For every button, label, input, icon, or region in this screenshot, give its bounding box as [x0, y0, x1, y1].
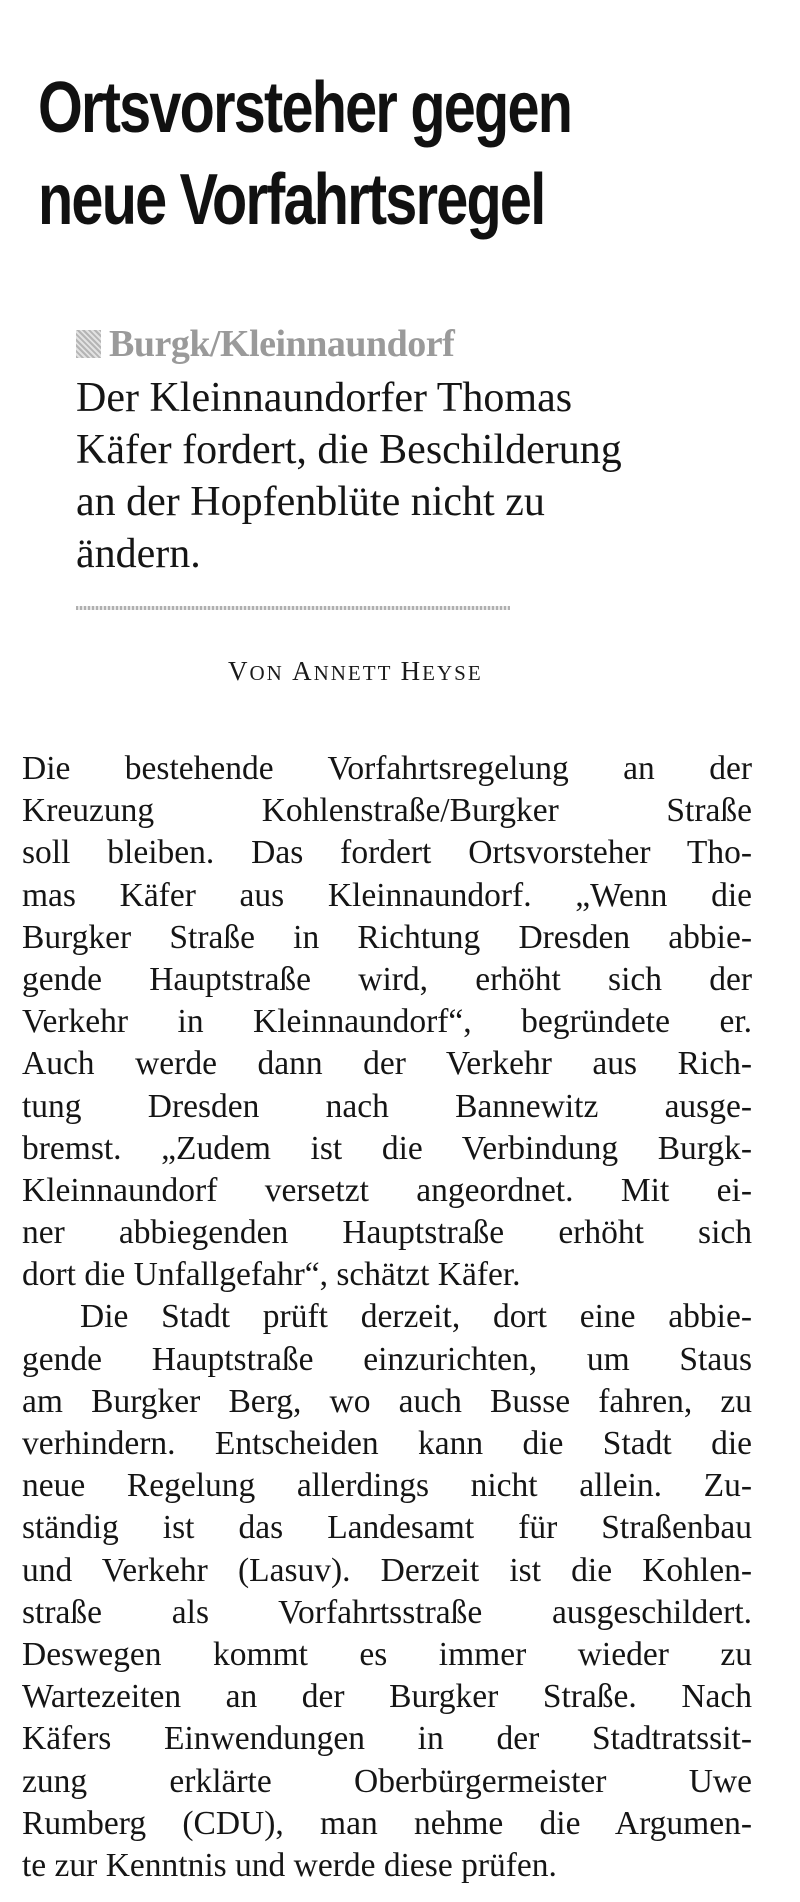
byline-author: ANNETT HEYSE: [292, 656, 483, 686]
body-line: verhindern. Entscheiden kann die Stadt die: [22, 1425, 752, 1462]
byline: [228, 656, 483, 687]
body-line: te zur Kenntnis und werde diese prüfen.: [22, 1846, 557, 1884]
body-line: Die bestehende Vorfahrtsregelung an der: [22, 750, 752, 787]
body-line: ner abbiegenden Hauptstraße erhöht sich: [22, 1214, 752, 1252]
dateline-marker: [76, 330, 101, 358]
headline-line-1: Ortsvorsteher gegen: [38, 68, 572, 148]
body-line: gende Hauptstraße einzurichten, um Staus: [22, 1340, 752, 1378]
body-line: Burgker Straße in Richtung Dresden abbie-: [22, 918, 752, 956]
body-line: Auch werde dann der Verkehr aus Rich-: [22, 1045, 752, 1083]
body-line: Die Stadt prüft derzeit, dort eine abbie-: [80, 1298, 752, 1336]
paragraph-2: [22, 1296, 752, 1887]
body-line: Deswegen kommt es immer wieder zu: [22, 1635, 752, 1673]
body-line: Kleinnaundorf versetzt angeordnet. Mit ei-: [22, 1171, 752, 1209]
body-line: Wartezeiten an der Burgker Straße. Nach: [22, 1678, 752, 1716]
dateline-text: Burgk/Kleinnaundorf: [109, 323, 455, 365]
divider: [76, 606, 510, 610]
body-line: Käfers Einwendungen in der Stadtratssit-: [22, 1720, 752, 1758]
body-line: tung Dresden nach Bannewitz ausge-: [22, 1087, 752, 1125]
body-line: und Verkehr (Lasuv). Derzeit ist die Kohlen-: [22, 1551, 752, 1589]
article-body: [22, 748, 752, 1887]
body-line: bremst. „Zudem ist die Verbindung Burgk-: [22, 1129, 752, 1167]
body-line: straße als Vorfahrtsstraße ausgeschildert.: [22, 1593, 752, 1631]
teaser-line: Der Kleinnaundorfer Thomas: [76, 375, 573, 421]
body-line: Rumberg (CDU), man nehme die Argumen-: [22, 1804, 752, 1842]
body-line: zung erklärte Oberbürgermeister Uwe: [22, 1762, 752, 1800]
paragraph-1: [22, 748, 752, 1296]
body-line: gende Hauptstraße wird, erhöht sich der: [22, 960, 752, 998]
body-line: neue Regelung allerdings nicht allein. Zu-: [22, 1467, 752, 1505]
body-line: Verkehr in Kleinnaundorf“, begründete er.: [22, 1003, 752, 1041]
body-line: ständig ist das Landesamt für Straßenbau: [22, 1509, 752, 1547]
teaser-line: an der Hopfenblüte nicht zu: [76, 479, 545, 525]
body-line: dort die Unfallgefahr“, schätzt Käfer.: [22, 1256, 521, 1294]
body-line: am Burgker Berg, wo auch Busse fahren, zu: [22, 1382, 752, 1420]
teaser-line: ändern.: [76, 531, 201, 577]
body-line: mas Käfer aus Kleinnaundorf. „Wenn die: [22, 876, 752, 914]
body-line: Kreuzung Kohlenstraße/Burgker Straße: [22, 792, 752, 830]
body-line: soll bleiben. Das fordert Ortsvorsteher Tho-: [22, 834, 752, 872]
teaser: [76, 372, 736, 580]
teaser-line: Käfer fordert, die Beschilderung: [76, 427, 622, 473]
headline: [38, 62, 630, 246]
byline-prefix: VON: [228, 656, 284, 686]
headline-line-2: neue Vorfahrtsregel: [38, 160, 545, 240]
dateline: [76, 322, 454, 366]
